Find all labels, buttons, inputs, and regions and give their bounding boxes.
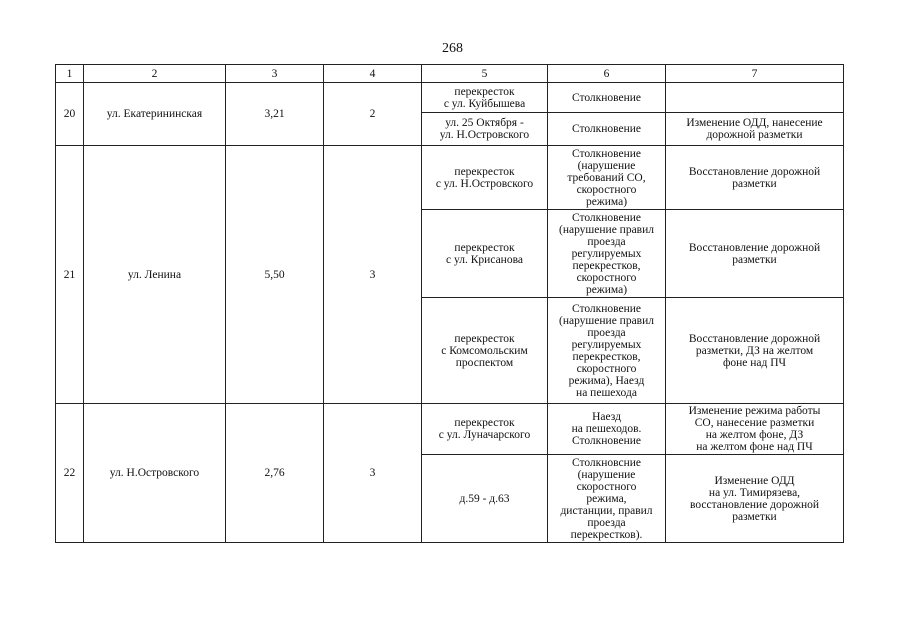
incident-type: Наезд на пешеходов. Столкновение: [548, 404, 666, 455]
incident-table: [55, 64, 844, 543]
measures: Восстановление дорожной разметки: [666, 146, 844, 210]
measures: Изменение ОДД на ул. Тимирязева, восстановление дорожной разметки: [666, 455, 844, 543]
incident-places-count: 2: [324, 83, 422, 146]
incident-type: Столкновение (нарушение требований СО, скоростного режима): [548, 146, 666, 210]
header-cell: 5: [422, 65, 548, 83]
street-name: ул. Ленина: [84, 146, 226, 404]
table-row: [56, 404, 844, 455]
header-cell: 2: [84, 65, 226, 83]
incident-location: д.59 - д.63: [422, 455, 548, 543]
table-row: [56, 83, 844, 113]
street-length: 2,76: [226, 404, 324, 543]
header-cell: 1: [56, 65, 84, 83]
incident-location: перекресток с ул. Н.Островского: [422, 146, 548, 210]
street-name: ул. Н.Островского: [84, 404, 226, 543]
row-number: 22: [56, 404, 84, 543]
measures: Восстановление дорожной разметки: [666, 210, 844, 298]
street-length: 3,21: [226, 83, 324, 146]
incident-type: Столкновение: [548, 83, 666, 113]
incident-places-count: 3: [324, 146, 422, 404]
incident-type: Столкновение (нарушение правил проезда регулируемых перекрестков, скоростного режима): [548, 210, 666, 298]
incident-places-count: 3: [324, 404, 422, 543]
header-row: [56, 65, 844, 83]
incident-location: ул. 25 Октября - ул. Н.Островского: [422, 113, 548, 146]
street-name: ул. Екатерининская: [84, 83, 226, 146]
incident-location: перекресток с Комсомольским проспектом: [422, 298, 548, 404]
measures: Изменение режима работы СО, нанесение разметки на желтом фоне, ДЗ на желтом фоне над ПЧ: [666, 404, 844, 455]
incident-type: Столкновение: [548, 113, 666, 146]
measures: [666, 83, 844, 113]
header-cell: 6: [548, 65, 666, 83]
header-cell: 7: [666, 65, 844, 83]
incident-type: Столкновсние (нарушение скоростного режима, дистанции, правил проезда перекрестков).: [548, 455, 666, 543]
header-cell: 4: [324, 65, 422, 83]
header-cell: 3: [226, 65, 324, 83]
measures: Восстановление дорожной разметки, ДЗ на желтом фоне над ПЧ: [666, 298, 844, 404]
incident-location: перекресток с ул. Куйбышева: [422, 83, 548, 113]
measures: Изменение ОДД, нанесение дорожной разметки: [666, 113, 844, 146]
table-row: [56, 146, 844, 210]
street-length: 5,50: [226, 146, 324, 404]
incident-location: перекресток с ул. Луначарского: [422, 404, 548, 455]
incident-location: перекресток с ул. Крисанова: [422, 210, 548, 298]
page-number: 268: [442, 41, 463, 56]
incident-type: Столкновение (нарушение правил проезда регулируемых перекрестков, скоростного режима), Наезд на пешехода: [548, 298, 666, 404]
row-number: 20: [56, 83, 84, 146]
row-number: 21: [56, 146, 84, 404]
